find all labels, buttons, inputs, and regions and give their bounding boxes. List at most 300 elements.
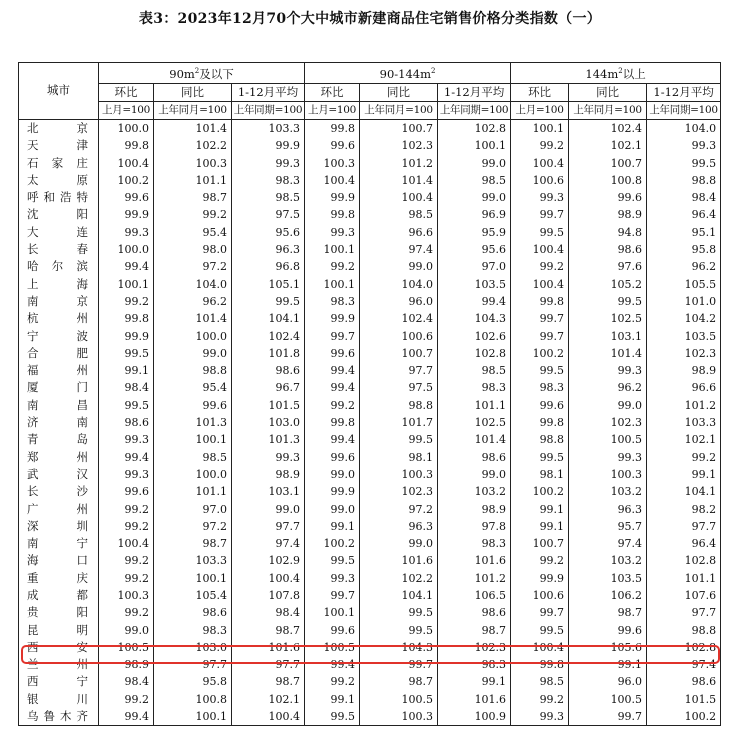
index-value-cell: 96.2: [569, 379, 647, 396]
table-row: [19, 397, 721, 414]
index-value-cell: 99.9: [99, 206, 154, 223]
index-value-cell: 99.5: [360, 431, 438, 448]
index-value-cell: 99.1: [99, 362, 154, 379]
index-value-cell: 101.1: [154, 483, 232, 500]
index-value-cell: 98.1: [360, 448, 438, 465]
index-value-cell: 99.4: [305, 431, 360, 448]
index-value-cell: 95.4: [154, 379, 232, 396]
index-value-cell: 100.3: [305, 154, 360, 171]
group2-sup: 2: [431, 67, 436, 75]
index-value-cell: 97.4: [647, 656, 721, 673]
index-value-cell: 95.6: [232, 224, 305, 241]
index-value-cell: 95.4: [154, 224, 232, 241]
index-value-cell: 98.6: [438, 604, 511, 621]
index-value-cell: 99.5: [360, 621, 438, 638]
group3-suffix: 以上: [622, 66, 646, 81]
index-value-cell: 99.3: [569, 362, 647, 379]
index-value-cell: 98.3: [154, 621, 232, 638]
index-value-cell: 99.9: [305, 310, 360, 327]
table-row: [19, 362, 721, 379]
city-name-cell: 海口: [19, 552, 99, 569]
city-name-cell: 太原: [19, 172, 99, 189]
index-value-cell: 102.6: [438, 327, 511, 344]
index-value-cell: 95.8: [154, 673, 232, 690]
index-value-cell: 98.8: [154, 362, 232, 379]
index-value-cell: 99.9: [232, 137, 305, 154]
index-value-cell: 99.9: [511, 570, 569, 587]
index-value-cell: 100.3: [360, 466, 438, 483]
index-value-cell: 96.8: [232, 258, 305, 275]
index-value-cell: 100.1: [154, 570, 232, 587]
index-value-cell: 98.9: [232, 466, 305, 483]
index-value-cell: 99.5: [511, 362, 569, 379]
index-value-cell: 97.4: [569, 535, 647, 552]
avg-base-header: 上年同期=100: [438, 101, 511, 119]
index-value-cell: 99.5: [511, 621, 569, 638]
index-value-cell: 101.2: [438, 570, 511, 587]
index-value-cell: 98.5: [232, 189, 305, 206]
city-name-cell: 南宁: [19, 535, 99, 552]
index-value-cell: 100.4: [232, 570, 305, 587]
index-value-cell: 100.4: [360, 189, 438, 206]
index-value-cell: 100.4: [99, 535, 154, 552]
index-value-cell: 99.3: [99, 431, 154, 448]
table-row: [19, 224, 721, 241]
index-value-cell: 99.1: [569, 656, 647, 673]
index-value-cell: 99.2: [99, 500, 154, 517]
table-row: [19, 691, 721, 708]
index-value-cell: 100.0: [154, 466, 232, 483]
index-value-cell: 99.6: [305, 345, 360, 362]
index-value-cell: 102.3: [360, 483, 438, 500]
index-value-cell: 100.7: [360, 345, 438, 362]
index-value-cell: 100.7: [511, 535, 569, 552]
index-value-cell: 97.8: [438, 518, 511, 535]
index-value-cell: 98.3: [511, 379, 569, 396]
index-value-cell: 99.6: [305, 621, 360, 638]
table-row: [19, 570, 721, 587]
index-value-cell: 103.5: [569, 570, 647, 587]
city-name-cell: 广州: [19, 500, 99, 517]
index-value-cell: 99.2: [99, 293, 154, 310]
index-value-cell: 100.1: [154, 431, 232, 448]
city-name-cell: 北京: [19, 119, 99, 137]
index-value-cell: 99.0: [305, 466, 360, 483]
index-value-cell: 99.7: [511, 604, 569, 621]
mom-base-header: 上月=100: [305, 101, 360, 119]
table-row: [19, 639, 721, 656]
index-value-cell: 98.9: [647, 362, 721, 379]
index-value-cell: 99.7: [511, 327, 569, 344]
index-value-cell: 98.3: [232, 172, 305, 189]
table-row: [19, 327, 721, 344]
index-value-cell: 97.7: [647, 518, 721, 535]
index-value-cell: 102.1: [232, 691, 305, 708]
index-value-cell: 100.3: [99, 587, 154, 604]
city-name-cell: 武汉: [19, 466, 99, 483]
index-value-cell: 96.9: [438, 206, 511, 223]
city-name-cell: 长沙: [19, 483, 99, 500]
index-value-cell: 99.3: [511, 189, 569, 206]
index-value-cell: 99.2: [99, 691, 154, 708]
yoy-header: 同比: [360, 83, 438, 101]
index-value-cell: 99.1: [647, 466, 721, 483]
city-name-cell: 合肥: [19, 345, 99, 362]
index-value-cell: 100.2: [511, 345, 569, 362]
index-value-cell: 100.8: [569, 172, 647, 189]
index-value-cell: 98.6: [438, 448, 511, 465]
index-value-cell: 100.2: [647, 708, 721, 726]
index-value-cell: 99.8: [305, 206, 360, 223]
index-value-cell: 100.4: [511, 276, 569, 293]
index-value-cell: 99.0: [305, 500, 360, 517]
index-value-cell: 101.6: [232, 639, 305, 656]
index-value-cell: 99.7: [511, 206, 569, 223]
table-row: [19, 431, 721, 448]
city-name-cell: 乌鲁木齐: [19, 708, 99, 726]
group1-label: 90m: [169, 66, 195, 81]
city-name-cell: 南京: [19, 293, 99, 310]
index-value-cell: 97.2: [154, 258, 232, 275]
group2-label: 90-144m: [379, 66, 431, 81]
index-value-cell: 99.4: [99, 708, 154, 726]
table-row: [19, 552, 721, 569]
city-name-cell: 沈阳: [19, 206, 99, 223]
price-index-table: [18, 62, 721, 726]
index-value-cell: 100.4: [511, 241, 569, 258]
index-value-cell: 104.1: [647, 483, 721, 500]
index-value-cell: 98.4: [647, 189, 721, 206]
index-value-cell: 99.1: [438, 673, 511, 690]
index-value-cell: 98.5: [438, 362, 511, 379]
index-value-cell: 104.0: [360, 276, 438, 293]
index-value-cell: 98.6: [647, 673, 721, 690]
table-title-text: 表3：2023年12月70个大中城市新建商品住宅销售价格分类指数（一）: [138, 11, 602, 27]
index-value-cell: 98.4: [99, 673, 154, 690]
city-name-cell: 成都: [19, 587, 99, 604]
index-value-cell: 100.6: [511, 172, 569, 189]
yoy-base-header: 上年同月=100: [569, 101, 647, 119]
mom-header: 环比: [511, 83, 569, 101]
index-value-cell: 99.0: [154, 345, 232, 362]
city-name-cell: 青岛: [19, 431, 99, 448]
index-value-cell: 99.2: [305, 397, 360, 414]
index-value-cell: 98.7: [154, 535, 232, 552]
index-value-cell: 103.3: [232, 119, 305, 137]
city-name-cell: 哈尔滨: [19, 258, 99, 275]
avg-header: 1-12月平均: [438, 83, 511, 101]
city-name-cell: 济南: [19, 414, 99, 431]
index-value-cell: 99.2: [511, 258, 569, 275]
index-value-cell: 99.3: [647, 137, 721, 154]
index-value-cell: 98.3: [305, 293, 360, 310]
index-value-cell: 105.5: [647, 276, 721, 293]
index-value-cell: 97.7: [360, 362, 438, 379]
index-value-cell: 99.2: [305, 258, 360, 275]
avg-base-header: 上年同期=100: [647, 101, 721, 119]
index-value-cell: 97.7: [232, 518, 305, 535]
index-value-cell: 101.4: [569, 345, 647, 362]
index-value-cell: 98.5: [154, 448, 232, 465]
table-row: [19, 293, 721, 310]
city-name-cell: 宁波: [19, 327, 99, 344]
table-row: [19, 535, 721, 552]
index-value-cell: 99.5: [569, 293, 647, 310]
index-value-cell: 99.1: [305, 691, 360, 708]
index-value-cell: 99.3: [232, 448, 305, 465]
index-value-cell: 103.0: [232, 414, 305, 431]
index-value-cell: 101.6: [438, 691, 511, 708]
index-value-cell: 100.1: [511, 119, 569, 137]
index-value-cell: 95.1: [647, 224, 721, 241]
index-value-cell: 99.5: [305, 708, 360, 726]
avg-header: 1-12月平均: [232, 83, 305, 101]
city-column-header: [19, 63, 99, 120]
index-value-cell: 100.2: [511, 483, 569, 500]
index-value-cell: 106.2: [569, 587, 647, 604]
index-value-cell: 98.9: [99, 656, 154, 673]
index-value-cell: 97.7: [647, 604, 721, 621]
index-value-cell: 100.1: [305, 276, 360, 293]
group-header-90-144: [305, 63, 511, 84]
index-value-cell: 98.4: [99, 379, 154, 396]
index-value-cell: 102.4: [569, 119, 647, 137]
index-value-cell: 94.8: [569, 224, 647, 241]
index-value-cell: 101.4: [438, 431, 511, 448]
index-value-cell: 99.7: [305, 327, 360, 344]
index-value-cell: 99.1: [511, 518, 569, 535]
index-value-cell: 96.4: [647, 206, 721, 223]
index-value-cell: 96.2: [647, 258, 721, 275]
index-value-cell: 99.3: [305, 224, 360, 241]
index-value-cell: 102.9: [232, 552, 305, 569]
index-value-cell: 100.5: [99, 639, 154, 656]
index-value-cell: 103.2: [569, 483, 647, 500]
index-value-cell: 99.9: [305, 483, 360, 500]
city-name-cell: 昆明: [19, 621, 99, 638]
index-value-cell: 102.4: [360, 310, 438, 327]
group1-sup: 2: [194, 67, 200, 75]
index-value-cell: 97.7: [232, 656, 305, 673]
index-value-cell: 102.8: [438, 119, 511, 137]
index-value-cell: 100.0: [99, 119, 154, 137]
yoy-base-header: 上年同月=100: [154, 101, 232, 119]
index-value-cell: 100.0: [154, 327, 232, 344]
index-value-cell: 101.1: [154, 172, 232, 189]
index-value-cell: 99.2: [647, 448, 721, 465]
index-value-cell: 102.4: [232, 327, 305, 344]
mom-header: 环比: [99, 83, 154, 101]
index-value-cell: 97.7: [154, 656, 232, 673]
index-value-cell: 100.7: [569, 154, 647, 171]
index-value-cell: 98.3: [438, 535, 511, 552]
yoy-base-header: 上年同月=100: [360, 101, 438, 119]
city-name-cell: 银川: [19, 691, 99, 708]
table-row: [19, 172, 721, 189]
index-value-cell: 103.1: [232, 483, 305, 500]
index-value-cell: 99.3: [305, 570, 360, 587]
index-value-cell: 96.6: [647, 379, 721, 396]
table-row: [19, 206, 721, 223]
index-value-cell: 98.7: [438, 621, 511, 638]
city-name-cell: 上海: [19, 276, 99, 293]
index-value-cell: 103.0: [154, 639, 232, 656]
index-value-cell: 100.2: [305, 535, 360, 552]
index-value-cell: 99.4: [99, 258, 154, 275]
index-value-cell: 101.5: [232, 397, 305, 414]
index-value-cell: 99.7: [511, 310, 569, 327]
index-value-cell: 99.2: [511, 552, 569, 569]
index-value-cell: 96.3: [232, 241, 305, 258]
index-value-cell: 101.5: [647, 691, 721, 708]
index-value-cell: 99.9: [305, 189, 360, 206]
table-row: [19, 518, 721, 535]
index-value-cell: 98.6: [232, 362, 305, 379]
city-name-cell: 杭州: [19, 310, 99, 327]
index-value-cell: 99.6: [511, 397, 569, 414]
index-value-cell: 97.0: [438, 258, 511, 275]
index-value-cell: 105.6: [569, 639, 647, 656]
index-value-cell: 98.8: [647, 172, 721, 189]
index-value-cell: 95.6: [438, 241, 511, 258]
index-value-cell: 101.6: [360, 552, 438, 569]
index-value-cell: 99.4: [438, 293, 511, 310]
table-row: [19, 708, 721, 726]
index-value-cell: 103.2: [438, 483, 511, 500]
index-value-cell: 98.1: [511, 466, 569, 483]
index-value-cell: 98.6: [99, 414, 154, 431]
index-value-cell: 99.2: [305, 673, 360, 690]
index-value-cell: 102.5: [438, 414, 511, 431]
index-value-cell: 105.2: [569, 276, 647, 293]
table-row: [19, 621, 721, 638]
index-value-cell: 100.4: [511, 639, 569, 656]
table-row: [19, 189, 721, 206]
index-value-cell: 104.3: [360, 639, 438, 656]
index-value-cell: 98.3: [438, 656, 511, 673]
index-value-cell: 107.8: [232, 587, 305, 604]
index-value-cell: 99.2: [99, 552, 154, 569]
index-value-cell: 105.4: [154, 587, 232, 604]
index-value-cell: 95.7: [569, 518, 647, 535]
index-value-cell: 96.4: [647, 535, 721, 552]
index-value-cell: 99.5: [360, 604, 438, 621]
index-value-cell: 100.1: [154, 708, 232, 726]
group-header-144-above: [511, 63, 721, 84]
index-value-cell: 102.3: [360, 137, 438, 154]
index-value-cell: 99.6: [305, 448, 360, 465]
index-value-cell: 99.7: [569, 708, 647, 726]
index-value-cell: 101.1: [438, 397, 511, 414]
index-value-cell: 98.7: [569, 604, 647, 621]
index-value-cell: 99.5: [232, 293, 305, 310]
table-row: [19, 258, 721, 275]
index-value-cell: 99.0: [438, 189, 511, 206]
index-value-cell: 99.0: [360, 258, 438, 275]
index-value-cell: 97.6: [569, 258, 647, 275]
city-name-cell: 郑州: [19, 448, 99, 465]
index-value-cell: 97.4: [360, 241, 438, 258]
index-value-cell: 100.8: [154, 691, 232, 708]
mom-base-header: 上月=100: [99, 101, 154, 119]
index-value-cell: 102.5: [569, 310, 647, 327]
table-title: [0, 8, 740, 28]
index-value-cell: 97.5: [232, 206, 305, 223]
index-value-cell: 99.5: [99, 345, 154, 362]
index-value-cell: 106.5: [438, 587, 511, 604]
index-value-cell: 99.8: [511, 293, 569, 310]
index-value-cell: 96.3: [360, 518, 438, 535]
index-value-cell: 100.6: [511, 587, 569, 604]
index-value-cell: 105.1: [232, 276, 305, 293]
index-value-cell: 99.0: [438, 466, 511, 483]
index-value-cell: 99.5: [99, 397, 154, 414]
index-value-cell: 99.0: [438, 154, 511, 171]
index-value-cell: 100.6: [360, 327, 438, 344]
index-value-cell: 100.1: [305, 241, 360, 258]
index-value-cell: 99.8: [305, 414, 360, 431]
index-value-cell: 98.0: [154, 241, 232, 258]
index-value-cell: 98.2: [647, 500, 721, 517]
index-value-cell: 102.8: [647, 639, 721, 656]
table-row: [19, 241, 721, 258]
index-value-cell: 99.6: [154, 397, 232, 414]
index-value-cell: 99.7: [360, 656, 438, 673]
table-row: [19, 119, 721, 137]
index-value-cell: 100.9: [438, 708, 511, 726]
table-row: [19, 379, 721, 396]
index-value-cell: 99.3: [569, 448, 647, 465]
index-value-cell: 104.0: [647, 119, 721, 137]
index-value-cell: 96.0: [360, 293, 438, 310]
index-value-cell: 99.9: [99, 327, 154, 344]
index-value-cell: 103.2: [569, 552, 647, 569]
index-value-cell: 99.0: [360, 535, 438, 552]
index-value-cell: 100.4: [99, 154, 154, 171]
index-value-cell: 97.0: [154, 500, 232, 517]
index-value-cell: 97.5: [360, 379, 438, 396]
index-value-cell: 99.4: [305, 362, 360, 379]
index-value-cell: 104.3: [438, 310, 511, 327]
index-value-cell: 102.2: [154, 137, 232, 154]
index-value-cell: 102.8: [647, 552, 721, 569]
index-value-cell: 99.3: [232, 154, 305, 171]
index-value-cell: 99.6: [99, 483, 154, 500]
city-name-cell: 天津: [19, 137, 99, 154]
index-value-cell: 104.0: [154, 276, 232, 293]
mom-header: 环比: [305, 83, 360, 101]
city-header-label: 城市: [47, 83, 70, 98]
index-value-cell: 103.5: [438, 276, 511, 293]
index-value-cell: 99.4: [305, 656, 360, 673]
index-value-cell: 102.3: [438, 639, 511, 656]
index-value-cell: 101.7: [360, 414, 438, 431]
group-header-90-and-below: [99, 63, 305, 84]
city-name-cell: 石家庄: [19, 154, 99, 171]
index-value-cell: 100.7: [360, 119, 438, 137]
index-value-cell: 99.0: [569, 397, 647, 414]
index-value-cell: 99.2: [154, 206, 232, 223]
index-value-cell: 102.1: [647, 431, 721, 448]
index-value-cell: 99.5: [305, 552, 360, 569]
table-row: [19, 500, 721, 517]
index-value-cell: 99.2: [99, 518, 154, 535]
index-value-cell: 98.7: [154, 189, 232, 206]
index-value-cell: 102.3: [569, 414, 647, 431]
index-value-cell: 96.7: [232, 379, 305, 396]
index-value-cell: 103.1: [569, 327, 647, 344]
index-value-cell: 99.6: [99, 189, 154, 206]
